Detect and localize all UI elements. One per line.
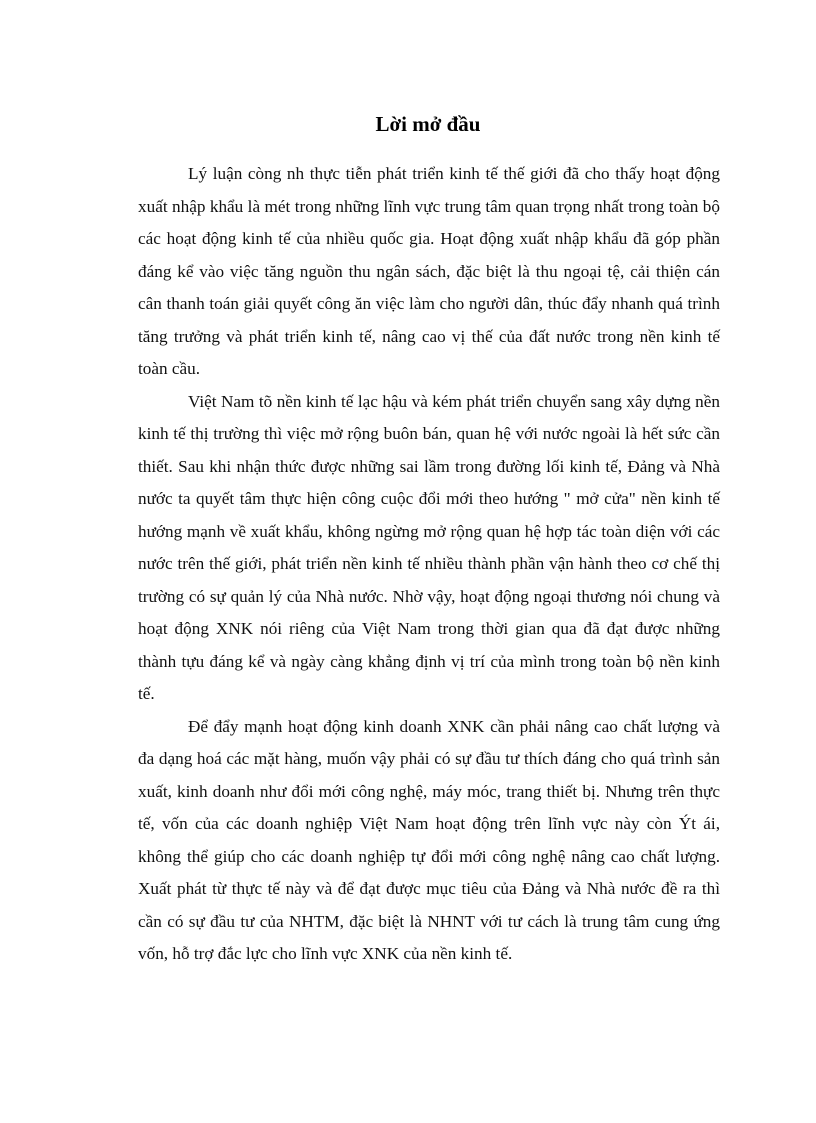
page-title: Lời mở đầu <box>375 112 481 137</box>
paragraph-1: Lý luận còng nh thực tiễn phát triển kinh tế thế giới đã cho thấy hoạt động xuất nhập khẩu là mét trong những lĩnh vực trung tâm quan trọng nhất trong toàn bộ các hoạt động kinh tế của nhiều quốc gia. Hoạt động xuất nhập khẩu đã góp phần đáng kể vào việc tăng nguồn thu ngân sách, đặc biệt là thu ngoại tệ, cải thiện cán cân thanh toán giải quyết công ăn việc làm cho người dân, thúc đẩy nhanh quá trình tăng trưởng và phát triển kinh tế, nâng cao vị thế của đất nước trong nền kinh tế toàn cầu. <box>138 164 720 378</box>
document-body <box>138 158 720 971</box>
paragraph-2: Việt Nam tõ nền kinh tế lạc hậu và kém phát triển chuyển sang xây dựng nền kinh tế thị trường thì việc mở rộng buôn bán, quan hệ với nước ngoài là hết sức cần thiết. Sau khi nhận thức được những sai lầm trong đường lối kinh tế, Đảng và Nhà nước ta quyết tâm thực hiện công cuộc đổi mới theo hướng " mở cửa" nền kinh tế hướng mạnh về xuất khẩu, không ngừng mở rộng quan hệ hợp tác toàn diện với các nước trên thế giới, phát triển nền kinh tế nhiều thành phần vận hành theo cơ chế thị trường có sự quản lý của Nhà nước. Nhờ vậy, hoạt động ngoại thương nói chung và hoạt động XNK nói riêng của Việt Nam trong thời gian qua đã đạt được những thành tựu đáng kể và ngày càng khẳng định vị trí của mình trong toàn bộ nền kinh tế. <box>138 391 720 703</box>
paragraph-3: Để đẩy mạnh hoạt động kinh doanh XNK cần phải nâng cao chất lượng và đa dạng hoá các mặt hàng, muốn vậy phải có sự đầu tư thích đáng cho quá trình sản xuất, kinh doanh như đổi mới công nghệ, máy móc, trang thiết bị. Nhưng trên thực tế, vốn của các doanh nghiệp Việt Nam hoạt động trên lĩnh vực này còn Ýt ái, không thể giúp cho các doanh nghiệp tự đổi mới công nghệ nâng cao chất lượng. Xuất phát từ thực tế này và để đạt được mục tiêu của Đảng và Nhà nước đề ra thì cần có sự đầu tư của NHTM, đặc biệt là NHNT với tư cách là trung tâm cung ứng vốn, hỗ trợ đắc lực cho lĩnh vực XNK của nền kinh tế. <box>138 716 720 963</box>
